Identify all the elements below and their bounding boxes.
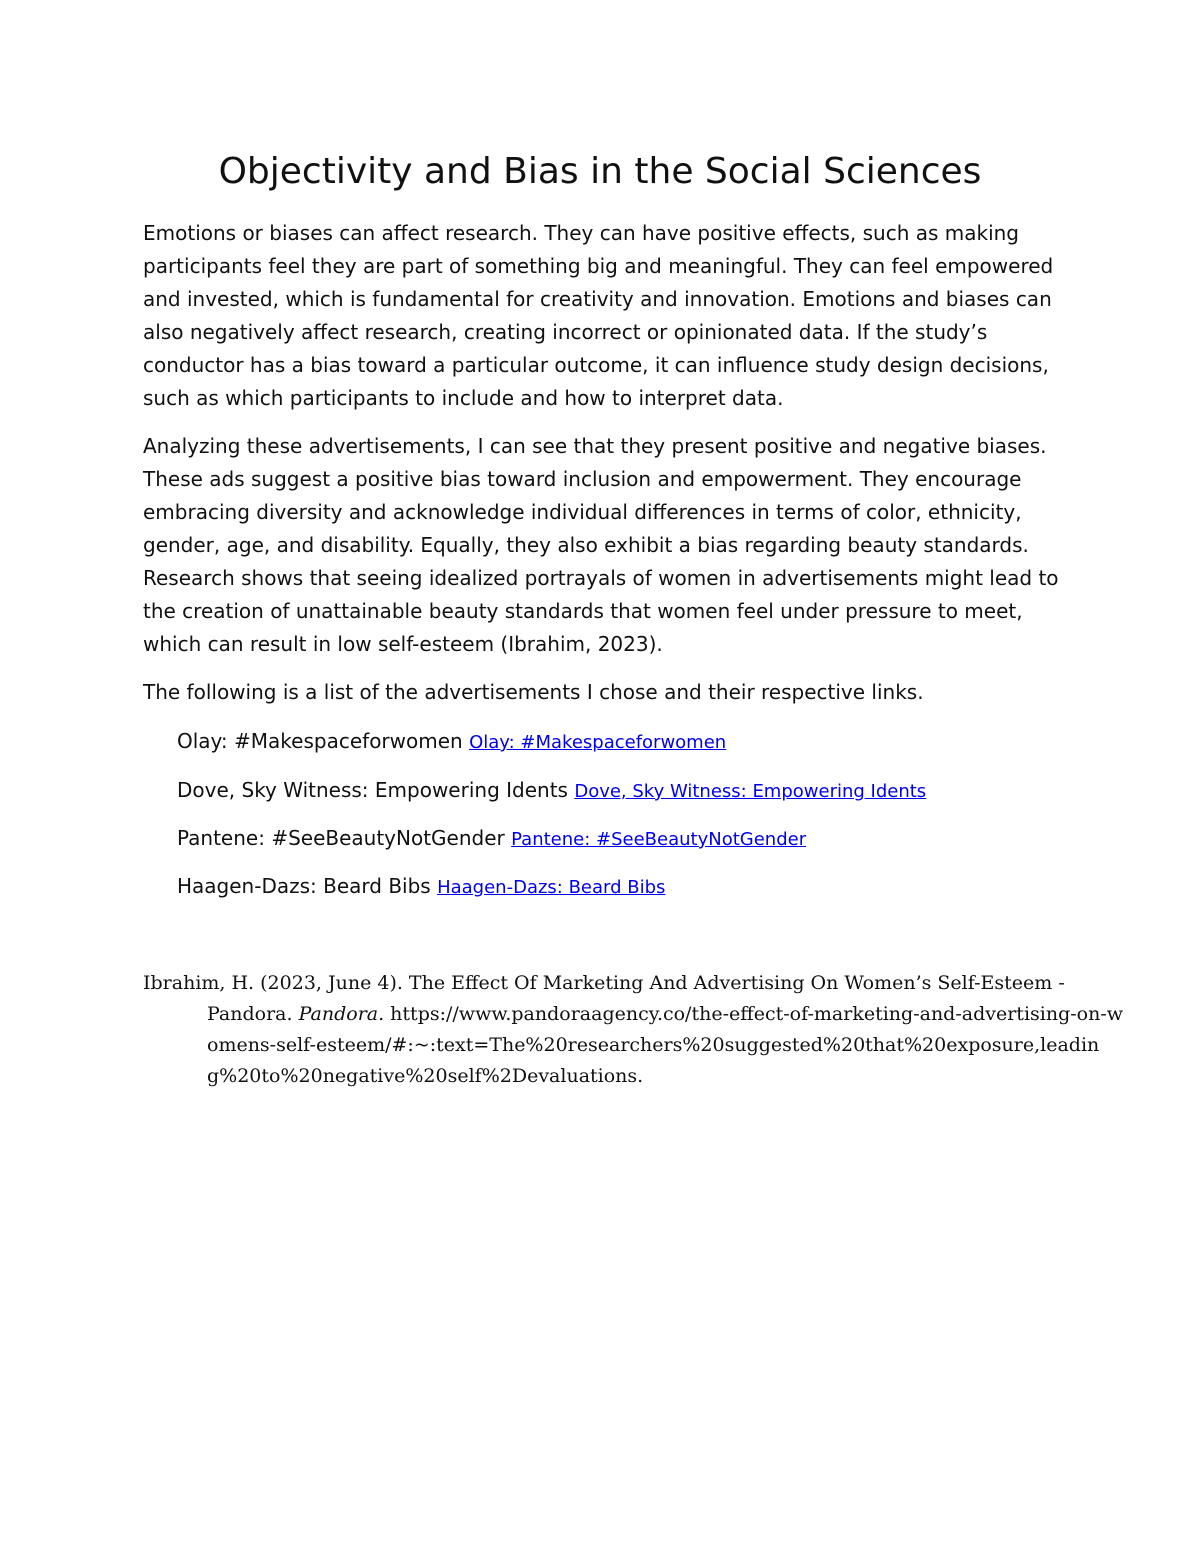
ad-link-olay[interactable]: Olay: #Makespaceforwomen [469,732,727,753]
reference-entry [143,968,1127,1092]
ad-link-pantene[interactable]: Pantene: #SeeBeautyNotGender [511,829,807,850]
ad-item-pantene [177,823,1137,855]
ad-item-haagen-dazs [177,871,1137,903]
ad-item-olay [177,726,1137,758]
ad-label: Olay: #Makespaceforwomen [177,729,463,753]
ad-label: Dove, Sky Witness: Empowering Idents [177,778,568,802]
reference-source: Pandora. [298,1003,385,1025]
ad-link-dove[interactable]: Dove, Sky Witness: Empowering Idents [574,781,927,802]
ad-link-haagen-dazs[interactable]: Haagen-Dazs: Beard Bibs [437,877,666,898]
reference-lead: Ibrahim, H. (2023, June 4). The Effect Of Marketing And Advertising On Women’s Self-Esteem - Pandora. [143,972,1065,1025]
paragraph-ad-analysis: Analyzing these advertisements, I can see that they present positive and negative biases. These ads suggest a positive bias toward inclusion and empowerment. They encourage embracing diversity and acknowledge individual differences in terms of color, ethnicity, gender, age, and disability. Equally, they also exhibit a bias regarding beauty standards. Research shows that seeing idealized portrayals of women in advertisements might lead to the creation of unattainable beauty standards that women feel under pressure to meet, which can result in low self-esteem (Ibrahim, 2023). [143,434,1059,656]
ad-label: Haagen-Dazs: Beard Bibs [177,874,431,898]
ad-item-dove [177,775,1137,807]
document-title: Objectivity and Bias in the Social Sciences [218,151,982,192]
paragraph-research-bias: Emotions or biases can affect research. They can have positive effects, such as making participants feel they are part of something big and meaningful. They can feel empowered and invested, which is fundamental for creativity and innovation. Emotions and biases can also negatively affect research, creating incorrect or opinionated data. If the study’s conductor has a bias toward a particular outcome, it can influence study design decisions, such as which participants to include and how to interpret data. [143,221,1054,410]
paragraph-ad-list-intro: The following is a list of the advertisements I chose and their respective links. [143,680,924,704]
reference-url: https://www.pandoraagency.co/the-effect-of-marketing-and-advertising-on-womens-self-esteem/#:~:text=The%20researchers%20suggested%20that%20exposure,leading%20to%20negative%20self%2Devaluations. [207,1003,1124,1087]
ad-label: Pantene: #SeeBeautyNotGender [177,826,505,850]
